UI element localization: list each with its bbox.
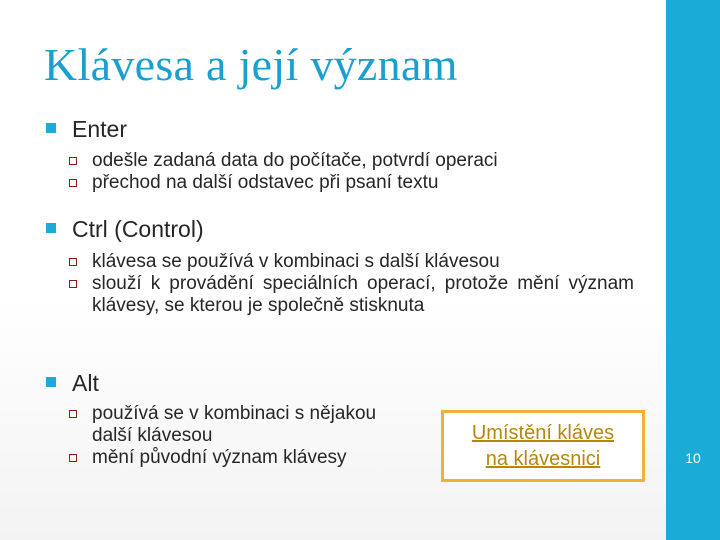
keyboard-layout-link[interactable]: [472, 420, 614, 472]
bullet-heading-alt: [46, 369, 412, 397]
list-item-text: mění původní význam klávesy: [92, 447, 347, 468]
heading-text: Ctrl (Control): [72, 216, 204, 242]
hollow-square-bullet-icon: [69, 179, 77, 187]
heading-text: Alt: [72, 370, 99, 396]
keyboard-layout-link-box[interactable]: [441, 410, 645, 482]
bullet-heading-enter: [46, 115, 606, 143]
list-item: [46, 150, 606, 172]
hollow-square-bullet-icon: [69, 410, 77, 418]
section-alt: [46, 369, 412, 469]
list-item: [46, 172, 606, 194]
square-bullet-icon: [46, 223, 56, 233]
heading-text: Enter: [72, 116, 127, 142]
list-item-text: slouží k provádění speciálních operací, protože mění význam klávesy, se kterou je společně stisknuta: [92, 273, 634, 316]
hollow-square-bullet-icon: [69, 454, 77, 462]
section-enter: [46, 115, 606, 194]
square-bullet-icon: [46, 377, 56, 387]
link-line-1: Umístění kláves: [471, 422, 615, 444]
slide-title: Klávesa a její význam: [44, 39, 458, 90]
list-item: [46, 273, 634, 317]
link-line-2: na klávesnici: [485, 448, 601, 470]
bullet-heading-ctrl: [46, 215, 634, 243]
square-bullet-icon: [46, 123, 56, 133]
hollow-square-bullet-icon: [69, 280, 77, 288]
list-item: [46, 403, 412, 447]
list-item-text: odešle zadaná data do počítače, potvrdí operaci: [92, 150, 498, 171]
list-item-text: používá se v kombinaci s nějakou další klávesou: [92, 403, 377, 446]
hollow-square-bullet-icon: [69, 258, 77, 266]
list-item: [46, 251, 634, 273]
list-item: [46, 447, 412, 469]
page-number: 10: [685, 450, 701, 466]
side-accent-bar: [666, 0, 720, 540]
list-item-text: klávesa se používá v kombinaci s další klávesou: [92, 251, 500, 272]
section-ctrl: [46, 215, 634, 317]
hollow-square-bullet-icon: [69, 157, 77, 165]
list-item-text: přechod na další odstavec při psaní textu: [92, 172, 439, 193]
